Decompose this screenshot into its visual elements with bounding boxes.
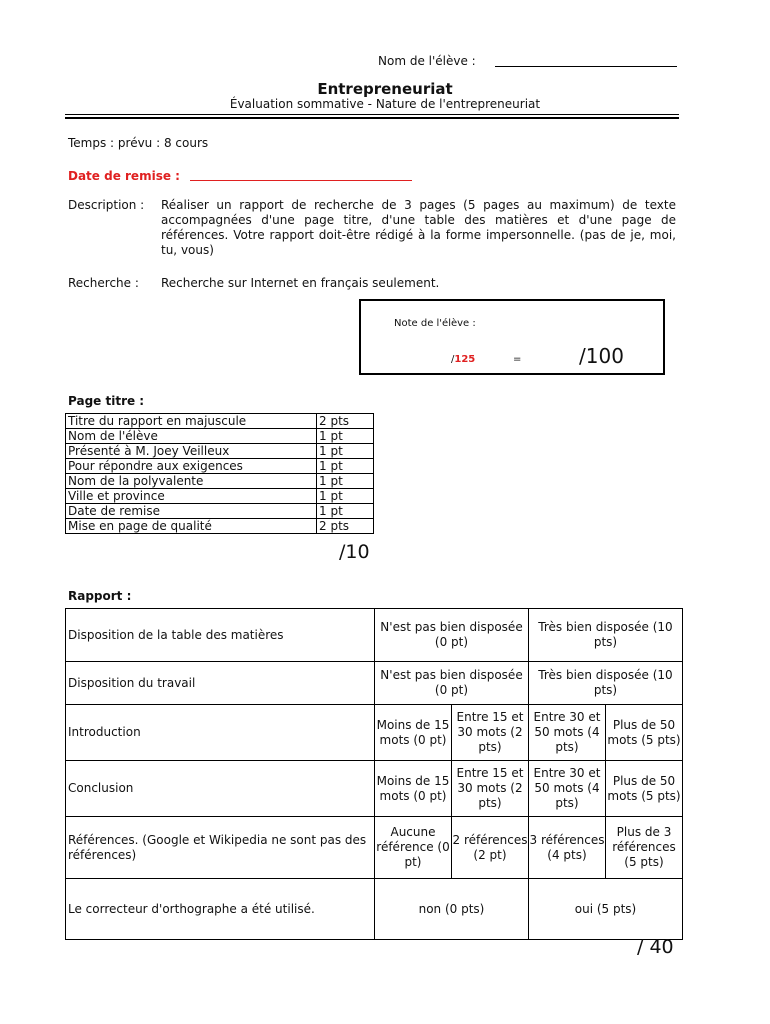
grade-out-of-100: /100 [579,344,624,368]
page-titre-row [66,474,374,489]
page-titre-item: Pour répondre aux exigences [66,459,317,474]
time-text: Temps : prévu : 8 cours [68,136,209,150]
page-titre-row [66,414,374,429]
page-titre-item: Présenté à M. Joey Veilleux [66,444,317,459]
rapport-level: N'est pas bien disposée (0 pt) [375,662,529,705]
rapport-table [65,608,683,940]
page-titre-item: Nom de la polyvalente [66,474,317,489]
rapport-level: Aucune référence (0 pt) [375,817,452,879]
document-title: Entrepreneuriat [317,80,453,98]
page-titre-row [66,519,374,534]
student-name-blank[interactable] [495,66,677,67]
rapport-level: Très bien disposée (10 pts) [529,609,683,662]
rapport-level: N'est pas bien disposée (0 pt) [375,609,529,662]
rapport-level: non (0 pts) [375,879,529,940]
rapport-criterion: Introduction [66,705,375,761]
page-titre-row [66,429,374,444]
rapport-criterion: Disposition de la table des matières [66,609,375,662]
header-divider [65,114,679,115]
page-titre-item: Nom de l'élève [66,429,317,444]
page-titre-row [66,444,374,459]
page-titre-points: 1 pt [317,504,374,519]
page-titre-item: Ville et province [66,489,317,504]
rapport-level: Plus de 50 mots (5 pts) [606,705,683,761]
page-titre-points: 1 pt [317,444,374,459]
grade-label: Note de l'élève : [394,318,476,329]
description-text: Réaliser un rapport de recherche de 3 pages (5 pages au maximum) de texte accompagnées d'une page titre, d'une table des matières et d'une page de références. Votre rapport doit-être rédigé à la forme impersonnelle. (pas de je, moi, tu, vous) [161,198,676,257]
page-titre-table [65,413,374,534]
page-titre-points: 2 pts [317,414,374,429]
rapport-row [66,609,683,662]
page-titre-points: 1 pt [317,489,374,504]
page-titre-points: 1 pt [317,459,374,474]
rapport-level: Très bien disposée (10 pts) [529,662,683,705]
rapport-criterion: Disposition du travail [66,662,375,705]
page-titre-row [66,504,374,519]
page-titre-row [66,459,374,474]
page-titre-row [66,489,374,504]
rapport-criterion: Références. (Google et Wikipedia ne sont pas des références) [66,817,375,879]
description-label: Description : [68,198,145,212]
rapport-row [66,662,683,705]
due-date-label: Date de remise : [68,169,180,183]
rapport-level: Entre 15 et 30 mots (2 pts) [452,705,529,761]
page-titre-item: Titre du rapport en majuscule [66,414,317,429]
header-divider-thick [65,117,679,119]
document-subtitle: Évaluation sommative - Nature de l'entrepreneuriat [229,97,541,111]
page-titre-points: 2 pts [317,519,374,534]
rapport-level: Moins de 15 mots (0 pt) [375,705,452,761]
rapport-total: / 40 [637,936,674,958]
grade-raw-max: 125 [454,354,476,365]
rapport-criterion: Conclusion [66,761,375,817]
rapport-level: Moins de 15 mots (0 pt) [375,761,452,817]
grade-equals: = [513,354,522,365]
rapport-row [66,817,683,879]
rapport-level: Plus de 50 mots (5 pts) [606,761,683,817]
rapport-level: Plus de 3 références (5 pts) [606,817,683,879]
rapport-criterion: Le correcteur d'orthographe a été utilisé. [66,879,375,940]
student-name-label: Nom de l'élève : [378,54,476,68]
rapport-level: Entre 30 et 50 mots (4 pts) [529,705,606,761]
rapport-row [66,761,683,817]
page-titre-points: 1 pt [317,474,374,489]
rapport-level: 3 références (4 pts) [529,817,606,879]
rapport-row [66,879,683,940]
research-label: Recherche : [68,276,139,290]
research-text: Recherche sur Internet en français seulement. [161,276,440,290]
page-titre-points: 1 pt [317,429,374,444]
page-titre-total: /10 [339,541,370,563]
grade-slash: / [451,354,455,365]
rapport-heading: Rapport : [68,589,132,603]
rapport-row [66,705,683,761]
rapport-level: 2 références (2 pt) [452,817,529,879]
due-date-blank[interactable] [190,180,412,181]
page-titre-heading: Page titre : [68,394,145,408]
rapport-level: oui (5 pts) [529,879,683,940]
page-titre-item: Date de remise [66,504,317,519]
page-titre-item: Mise en page de qualité [66,519,317,534]
rapport-level: Entre 30 et 50 mots (4 pts) [529,761,606,817]
grade-raw-total [451,354,475,365]
rapport-level: Entre 15 et 30 mots (2 pts) [452,761,529,817]
